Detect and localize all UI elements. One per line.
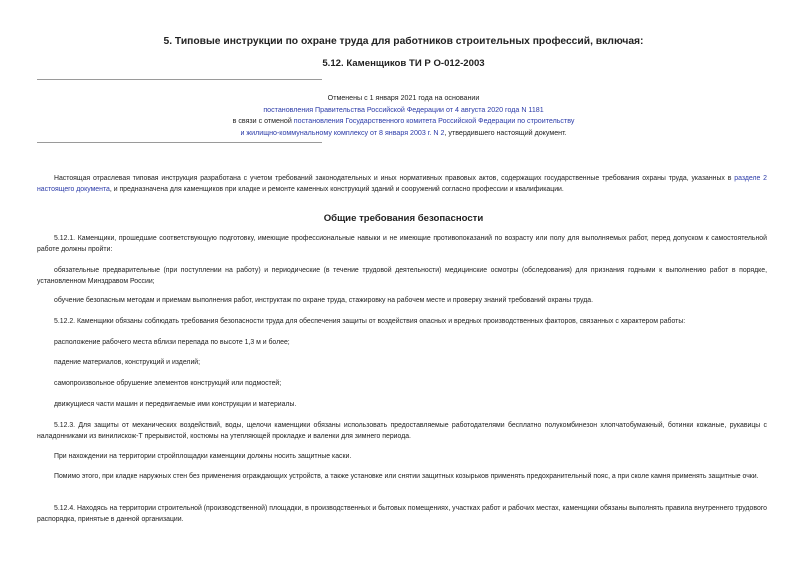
notice-bottom-divider (37, 142, 322, 143)
gosstroy-decree-link-cont[interactable]: и жилищно-коммунальному комплексу от 8 января 2003 г. N 2 (240, 128, 445, 137)
notice-top-divider (37, 79, 322, 80)
gosstroy-decree-link[interactable]: постановления Государственного комитета Российской Федерации по строительству (293, 117, 575, 125)
paragraph: 5.12.3. Для защиты от механических воздействий, воды, щелочи каменщики обязаны использовать предоставляемые работодателями бесплатно полукомбинезон хлопчатобумажный, ботинки кожаные, рукавицы с наладонниками из винилискож-Т прерывистой, костюмы на утепляющей прокладке и валенки для зимнего периода. (37, 422, 767, 440)
section-title: Общие требования безопасности (323, 213, 484, 224)
intro-text-before: Настоящая отраслевая типовая инструкция разработана с учетом требований законодательных и иных нормативных правовых актов, содержащих государственные требования охраны труда, указанных в (54, 175, 735, 182)
intro-text-after: , и предназначена для каменщиков при кладке и ремонте каменных конструкций зданий и сооружений согласно профессии и квалификации. (109, 185, 564, 193)
paragraph: самопроизвольное обрушение элементов конструкций или подмостей; (54, 380, 282, 387)
paragraph: расположение рабочего места вблизи перепада по высоте 1,3 м и более; (54, 339, 290, 346)
paragraph: 5.12.4. Находясь на территории строительной (производственной) площадки, в производственных и бытовых помещениях, участках работ и рабочих местах, каменщики обязаны выполнять правила внутреннего трудового распорядка, принятые в данной организации. (37, 505, 767, 523)
document-subtitle: 5.12. Каменщиков ТИ Р О-012-2003 (322, 58, 485, 69)
notice-line-2 (0, 105, 807, 117)
cancellation-notice (0, 93, 807, 139)
government-decree-link[interactable]: постановления Правительства Российской Федерации от 4 августа 2020 года N 1181 (263, 105, 544, 114)
notice-line-4 (0, 128, 807, 140)
notice-line-4-text: , утвердившего настоящий документ. (444, 128, 567, 137)
paragraph: движущиеся части машин и передвигаемые ими конструкции и материалы. (54, 401, 297, 408)
document-title: 5. Типовые инструкции по охране труда для работников строительных профессий, включая: (163, 36, 644, 47)
paragraph: обязательные предварительные (при поступлении на работу) и периодические (в течение трудовой деятельности) медицинские осмотры (обследования) для признания годными к выполнению работ в порядке, установленном Минздравом России; (37, 267, 767, 285)
paragraph: обучение безопасным методам и приемам выполнения работ, инструктаж по охране труда, стажировку на рабочем месте и проверку знаний требований охраны труда. (54, 297, 594, 304)
notice-line-3 (0, 116, 807, 128)
paragraph: Помимо этого, при кладке наружных стен без применения ограждающих устройств, а также установке или снятии защитных козырьков применять предохранительный пояс, а при сколе камня применять защитные очки. (54, 473, 759, 480)
intro-paragraph (37, 174, 767, 195)
paragraph: 5.12.1. Каменщики, прошедшие соответствующую подготовку, имеющие профессиональные навыки и не имеющие противопоказаний по возрасту или полу для выполняемых работ, перед допуском к самостоятельной работе должны пройти: (37, 235, 767, 253)
notice-line-3-text: в связи с отменой (232, 117, 294, 125)
notice-line-1: Отменены с 1 января 2021 года на основании (327, 94, 480, 102)
paragraph: 5.12.2. Каменщики обязаны соблюдать требования безопасности труда для обеспечения защиты от воздействия опасных и вредных производственных факторов, связанных с характером работы: (54, 318, 686, 325)
section-2-link[interactable]: разделе 2 настоящего документа (37, 175, 767, 193)
paragraph: При нахождении на территории стройплощадки каменщики должны носить защитные каски. (54, 453, 352, 460)
paragraph: падение материалов, конструкций и изделий; (54, 359, 201, 366)
